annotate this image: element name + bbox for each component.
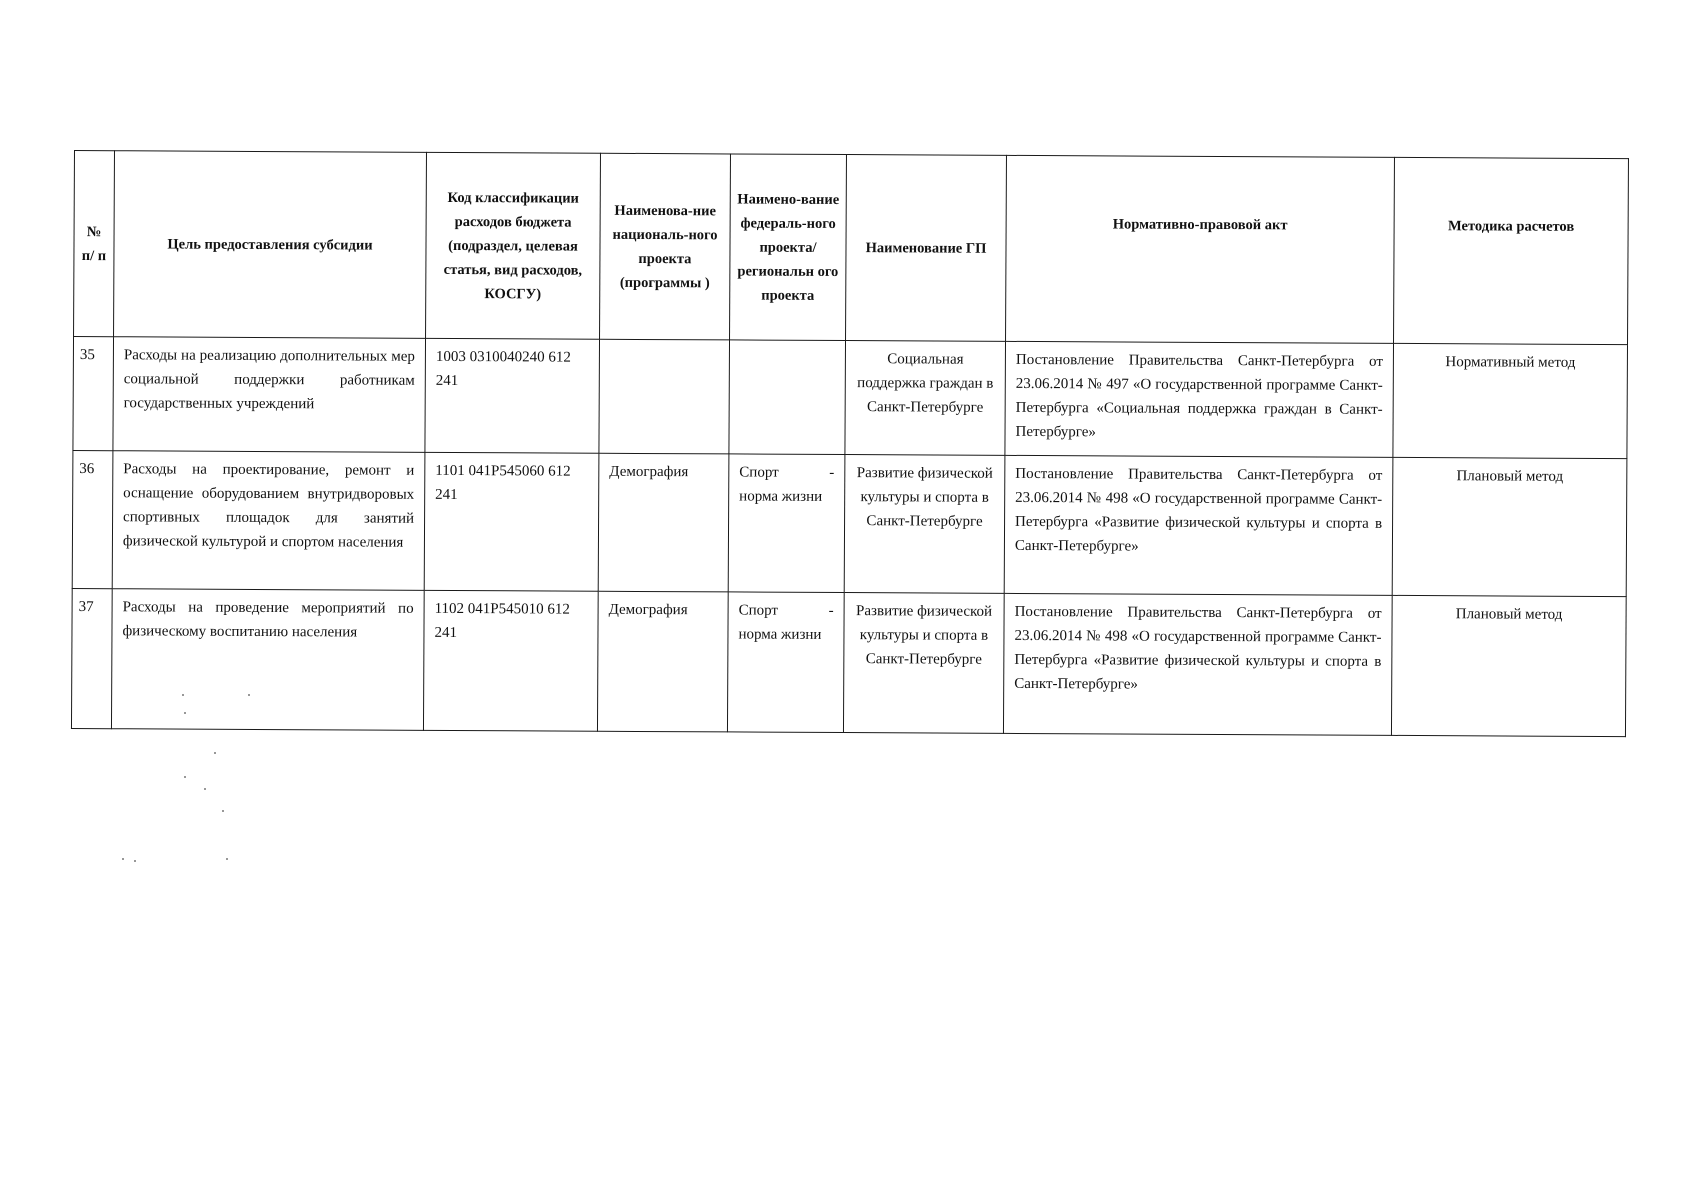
row-goal: Расходы на проведение мероприятий по физическому воспитанию населения bbox=[111, 589, 424, 731]
row-legal-act: Постановление Правительства Санкт-Петербурга от 23.06.2014 № 498 «О государственной программе Санкт-Петербурга «Развитие физической культуры и спорта в Санкт-Петербурге» bbox=[1004, 455, 1393, 595]
row-gp: Развитие физической культуры и спорта в Санкт-Петербурге bbox=[844, 455, 1005, 594]
row-code: 1101 041P545060 612 241 bbox=[424, 452, 599, 591]
row-code: 1003 0310040240 612 241 bbox=[425, 338, 600, 453]
row-legal-act: Постановление Правительства Санкт-Петербурга от 23.06.2014 № 497 «О государственной программе Санкт-Петербурга «Социальная поддержка граждан в Санкт-Петербурге» bbox=[1005, 341, 1394, 457]
row-national-project: Демография bbox=[597, 591, 728, 732]
header-national-project: Наименова-ние националь-ного проекта (программы ) bbox=[600, 153, 731, 340]
row-federal-project bbox=[727, 592, 844, 733]
header-method: Методика расчетов bbox=[1394, 157, 1629, 344]
row-goal: Расходы на проектирование, ремонт и оснащение оборудованием внутридворовых спортивных площадок для занятий физической культурой и спортом населения bbox=[112, 451, 425, 591]
row-federal-project bbox=[728, 454, 845, 593]
federal-project-name: Спорт bbox=[738, 602, 779, 619]
federal-project-dash: - bbox=[829, 464, 835, 481]
row-num: 37 bbox=[71, 588, 112, 728]
scan-speck bbox=[226, 858, 228, 860]
row-num: 36 bbox=[72, 450, 113, 588]
row-method: Плановый метод bbox=[1392, 457, 1627, 596]
header-code: Код классификации расходов бюджета (подраздел, целевая статья, вид расходов, КОСГУ) bbox=[426, 152, 601, 339]
row-gp: Социальная поддержка граждан в Санкт-Петербурге bbox=[845, 341, 1006, 456]
scan-speck bbox=[184, 712, 186, 714]
table-row bbox=[72, 450, 1627, 596]
table-row bbox=[71, 588, 1626, 736]
scan-speck bbox=[222, 810, 224, 812]
subsidy-table bbox=[71, 150, 1629, 737]
row-method: Плановый метод bbox=[1391, 595, 1626, 736]
federal-project-name: Спорт bbox=[739, 464, 779, 481]
scan-speck bbox=[214, 752, 216, 754]
row-num: 35 bbox=[73, 337, 114, 451]
header-federal-project: Наимено-вание федераль-ного проекта/ региональн ого проекта bbox=[730, 154, 847, 341]
header-legal-act: Нормативно-правовой акт bbox=[1006, 155, 1395, 343]
scan-speck bbox=[182, 694, 184, 696]
row-method: Нормативный метод bbox=[1393, 343, 1628, 458]
row-national-project: Демография bbox=[598, 453, 729, 592]
scan-speck bbox=[184, 776, 186, 778]
header-goal: Цель предоставления субсидии bbox=[114, 151, 427, 339]
table-header-row bbox=[74, 151, 1629, 345]
header-num: № п/ п bbox=[74, 151, 115, 337]
row-national-project bbox=[599, 339, 730, 454]
row-gp: Развитие физической культуры и спорта в Санкт-Петербурге bbox=[843, 593, 1004, 734]
row-legal-act: Постановление Правительства Санкт-Петербурга от 23.06.2014 № 498 «О государственной программе Санкт-Петербурга «Развитие физической культуры и спорта в Санкт-Петербурге» bbox=[1003, 593, 1392, 735]
row-code: 1102 041P545010 612 241 bbox=[423, 590, 598, 731]
federal-project-subtitle: норма жизни bbox=[739, 488, 823, 505]
scan-speck bbox=[134, 860, 136, 862]
table-row bbox=[73, 337, 1628, 459]
header-gp: Наименование ГП bbox=[846, 155, 1007, 342]
scan-speck bbox=[204, 788, 206, 790]
federal-project-dash: - bbox=[828, 602, 834, 619]
row-federal-project bbox=[729, 340, 846, 455]
federal-project-subtitle: норма жизни bbox=[738, 626, 822, 643]
scan-speck bbox=[122, 858, 124, 860]
row-goal: Расходы на реализацию дополнительных мер социальной поддержки работникам государственных учреждений bbox=[113, 337, 426, 453]
scan-speck bbox=[248, 694, 250, 696]
